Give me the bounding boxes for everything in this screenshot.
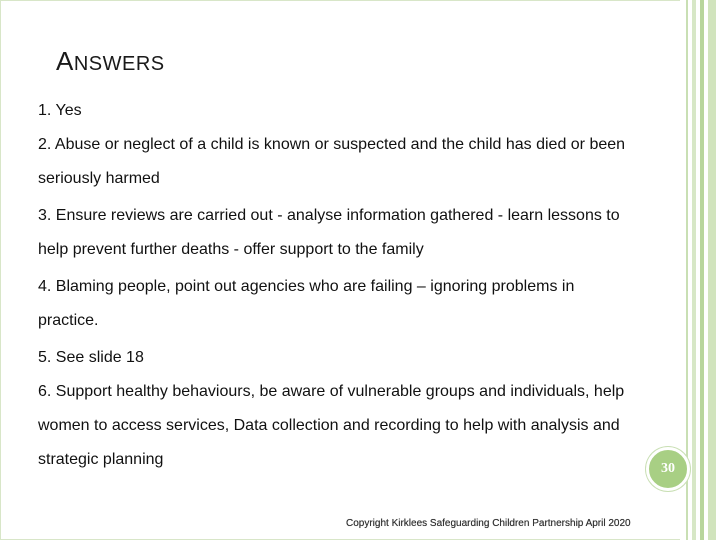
page-number-badge: 30 — [646, 447, 690, 491]
slide-title-rest: NSWERS — [73, 53, 165, 75]
slide-title — [56, 46, 165, 77]
answer-item-5: 5. See slide 18 — [38, 349, 144, 366]
answer-item-1: 1. Yes — [38, 102, 82, 119]
copyright-footer: Copyright Kirklees Safeguarding Children Partnership April 2020 — [346, 518, 631, 529]
answer-item-6: 6. Support healthy behaviours, be aware of vulnerable groups and individuals, help women to access services, Data collection and recording to help with analysis and strategic planning — [38, 383, 625, 468]
slide-title-initial: A — [56, 46, 74, 76]
answer-item-2: 2. Abuse or neglect of a child is known or suspected and the child has died or been seriously harmed — [38, 136, 626, 187]
answers-list — [38, 94, 628, 480]
answer-item-3: 3. Ensure reviews are carried out - analyse information gathered - learn lessons to help prevent further deaths - offer support to the family — [38, 207, 620, 258]
answer-item-4: 4. Blaming people, point out agencies who are failing – ignoring problems in practice. — [38, 278, 575, 329]
